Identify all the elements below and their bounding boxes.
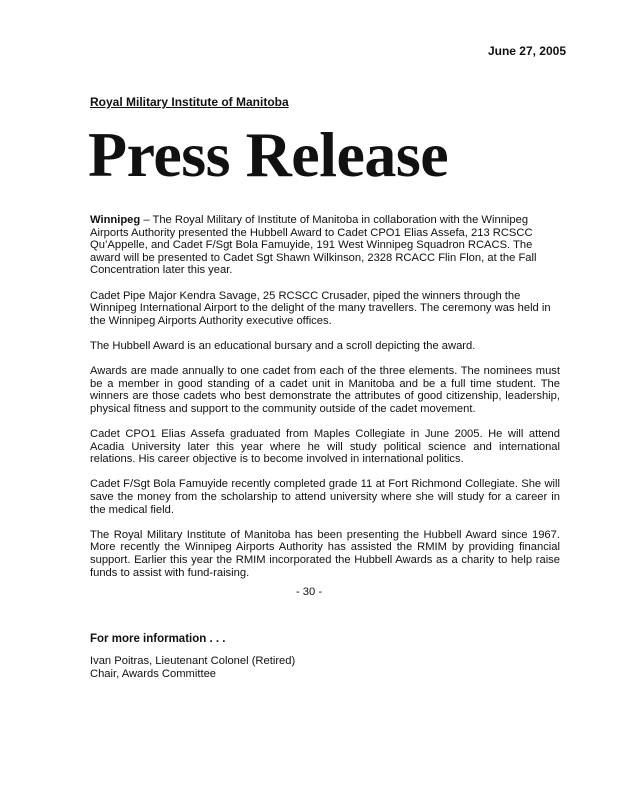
- more-info-heading: For more information . . .: [90, 633, 226, 645]
- dateline: Winnipeg: [90, 214, 141, 226]
- paragraph-4: Awards are made annually to one cadet from each of the three elements. The nominees must be a member in good standing of a cadet unit in Manitoba and be a full time student. The winners are those cadets who best demonstrate the attributes of good citizenship, leadership, physical fitness and support to the community outside of the cadet movement.: [90, 365, 560, 415]
- contact-block: [90, 655, 295, 681]
- paragraph-6: Cadet F/Sgt Bola Famuyide recently completed grade 11 at Fort Richmond Collegiate. She will save the money from the scholarship to attend university where she will study for a career in the medical field.: [90, 478, 560, 516]
- contact-title: Chair, Awards Committee: [90, 668, 217, 680]
- release-body: [90, 214, 560, 592]
- end-marker: - 30 -: [295, 586, 323, 598]
- paragraph-2: Cadet Pipe Major Kendra Savage, 25 RCSCC Crusader, piped the winners through the Winnipeg International Airport to the delight of the many travellers. The ceremony was held in the Winnipeg Airports Authority executive offices.: [90, 289, 551, 327]
- organization-name: Royal Military Institute of Manitoba: [90, 95, 289, 109]
- paragraph-1-text: – The Royal Military of Institute of Manitoba in collaboration with the Winnipeg Airports Authority presented the Hubbell Award to Cadet CPO1 Elias Assefa, 213 RCSCC Qu’Appelle, and Cadet F/Sgt Bola Famuyide, 191 West Winnipeg Squadron RCACS. The award will be presented to Cadet Sgt Shawn Wilkinson, 2328 RCACC Flin Flon, at the Fall Concentration later this year.: [90, 214, 537, 277]
- paragraph-7: The Royal Military Institute of Manitoba has been presenting the Hubbell Award since 1967. More recently the Winnipeg Airports Authority has assisted the RMIM by providing financial support. Earlier this year the RMIM incorporated the Hubbell Awards as a charity to help raise funds to assist with fund-raising.: [90, 528, 560, 579]
- contact-name: Ivan Poitras, Lieutenant Colonel (Retired): [90, 655, 296, 667]
- release-date: June 27, 2005: [487, 44, 566, 58]
- paragraph-3: The Hubbell Award is an educational bursary and a scroll depicting the award.: [90, 339, 476, 352]
- page-title: Press Release: [88, 119, 449, 190]
- paragraph-1: [90, 214, 560, 277]
- paragraph-5: Cadet CPO1 Elias Assefa graduated from Maples Collegiate in June 2005. He will attend Acadia University later this year where he will study political science and international relations. His career objective is to become involved in international politics.: [90, 428, 560, 466]
